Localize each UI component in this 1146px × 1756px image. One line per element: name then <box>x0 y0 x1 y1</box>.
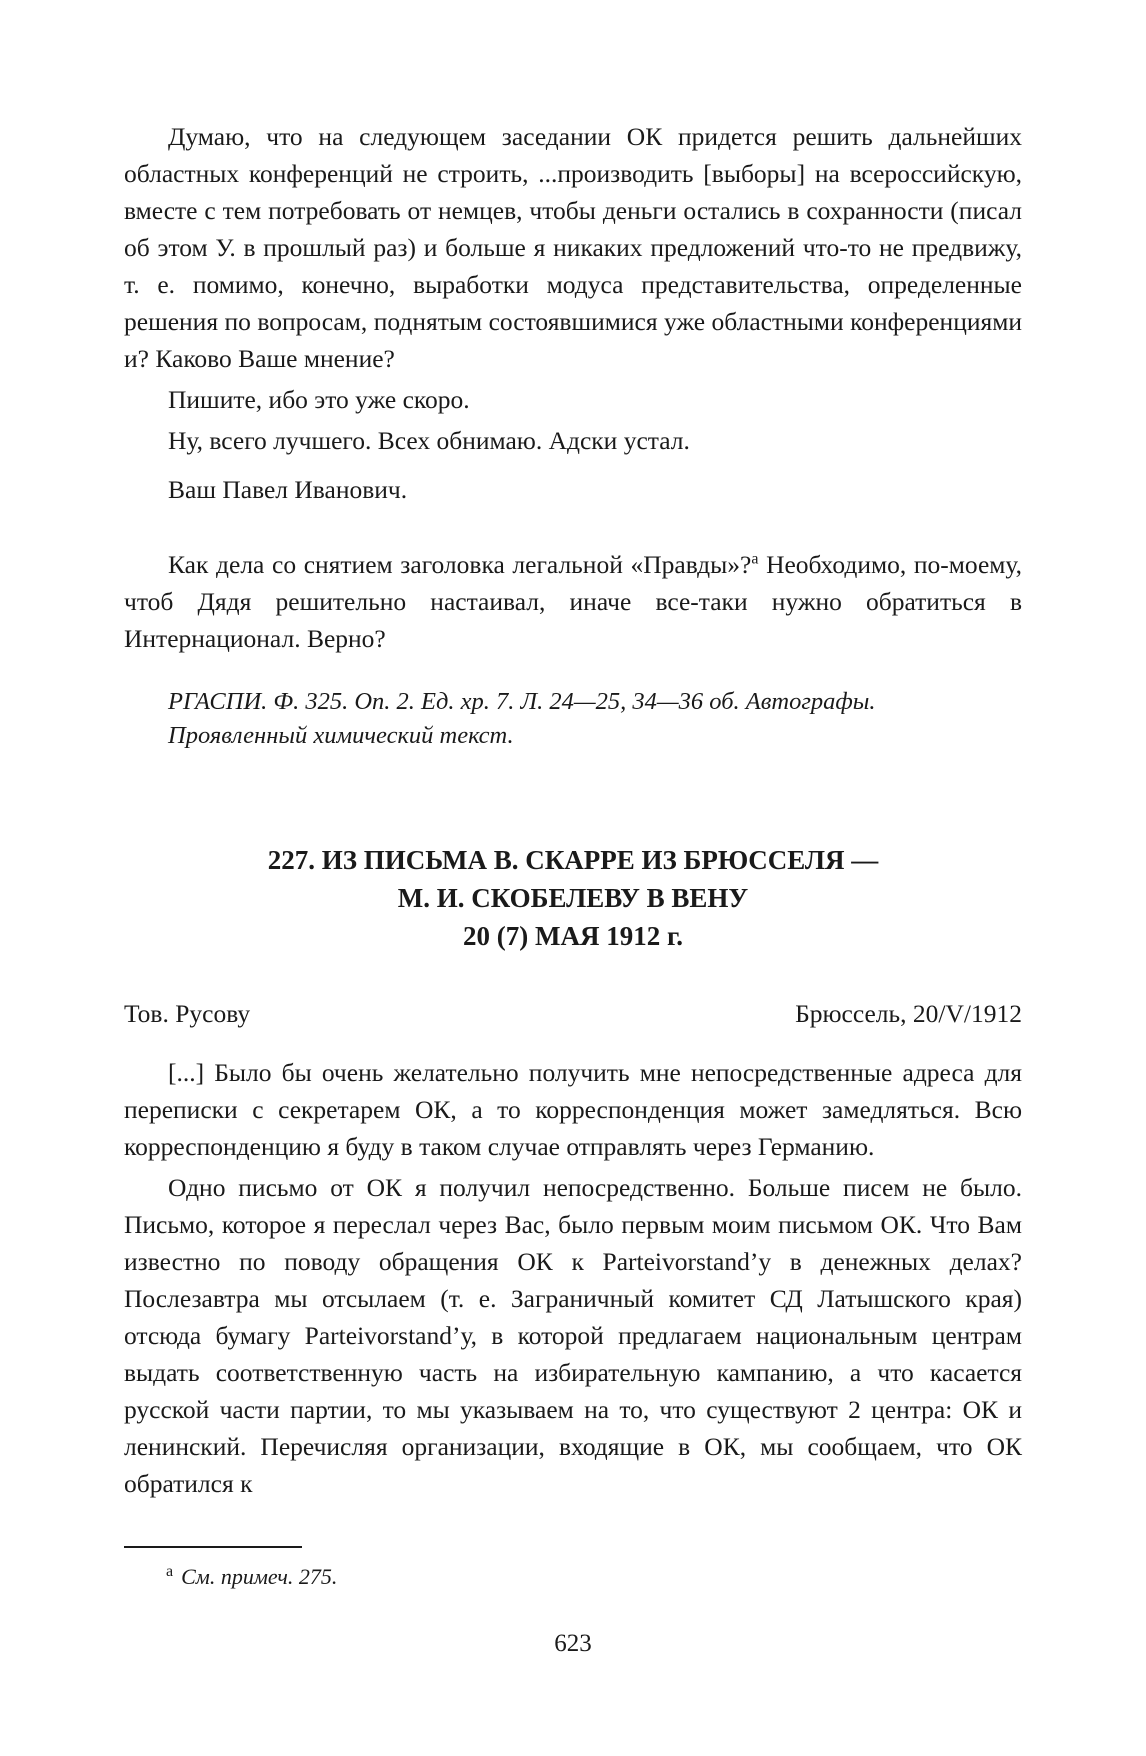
letter-paragraph: Пишите, ибо это уже скоро. <box>168 385 470 414</box>
footnote-mark: а <box>166 1562 174 1580</box>
source-line: РГАСПИ. Ф. 325. Оп. 2. Ед. хр. 7. Л. 24—25, 34—36 об. Автографы. <box>168 688 876 715</box>
letter-paragraph: Думаю, что на следующем заседании ОК придется решить дальнейших областных конференций не строить, ...производить [выборы] на всероссийскую, вместе с тем потребовать от немцев, чтобы деньги остались в сохранности (писал об этом У. в прошлый раз) и больше я никаких предложений что-то не предвижу, т. е. помимо, конечно, выработки модуса представительства, определенные решения по вопросам, поднятым состоявшимися уже областными конференциями и? Каково Ваше мнение? <box>124 122 1022 373</box>
addressee: Тов. Русову <box>124 999 251 1028</box>
document-heading <box>124 841 1022 955</box>
footnote-divider <box>124 1546 302 1548</box>
page-number: 623 <box>554 1630 592 1657</box>
archive-source-note <box>124 685 1022 753</box>
heading-line: М. И. СКОБЕЛЕВУ В ВЕНУ <box>397 883 749 913</box>
place-date: Брюссель, 20/V/1912 <box>795 999 1022 1028</box>
page-body <box>124 118 1022 1502</box>
postscript-text-start: Как дела со снятием заголовка легальной «Правды»? <box>168 550 752 579</box>
source-line: Проявленный химический текст. <box>168 722 514 749</box>
letter-paragraph: Одно письмо от ОК я получил непосредственно. Больше писем не было. Письмо, которое я переслал через Вас, было первым моим письмом ОК. Что Вам известно по поводу обращения ОК к Parteivorstand’у в денежных делах? Послезавтра мы отсылаем (т. е. Заграничный комитет СД Латышского края) отсюда бумагу Parteivorstand’у, в которой предлагаем национальным центрам выдать соответственную часть на избирательную кампанию, а что касается русской части партии, то мы указываем на то, что существуют 2 центра: ОК и ленинский. Перечисляя организации, входящие в ОК, мы сообщаем, что ОК обратился к <box>124 1173 1022 1498</box>
footnote-text: См. примеч. 275. <box>181 1564 338 1589</box>
letter-paragraph: Ну, всего лучшего. Всех обнимаю. Адски устал. <box>168 426 690 455</box>
letter-postscript <box>124 546 1022 657</box>
footnote <box>166 1562 337 1592</box>
heading-line: 20 (7) МАЯ 1912 г. <box>463 921 683 951</box>
letter-paragraph: [...] Было бы очень желательно получить мне непосредственные адреса для переписки с секретарем ОК, а то корреспонденция может замедляться. Всю корреспонденцию я буду в таком случае отправлять через Германию. <box>124 1058 1022 1161</box>
footnote-reference-mark: а <box>751 550 759 568</box>
letter-header <box>124 995 1022 1032</box>
letter-signature: Ваш Павел Иванович. <box>168 475 408 504</box>
postscript-text-end: Необходимо, по-моему, чтоб Дядя решительно настаивал, иначе все-таки нужно обратиться в Интернационал. Верно? <box>124 550 1022 653</box>
heading-line: 227. ИЗ ПИСЬМА В. СКАРРЕ ИЗ БРЮССЕЛЯ — <box>267 845 879 875</box>
